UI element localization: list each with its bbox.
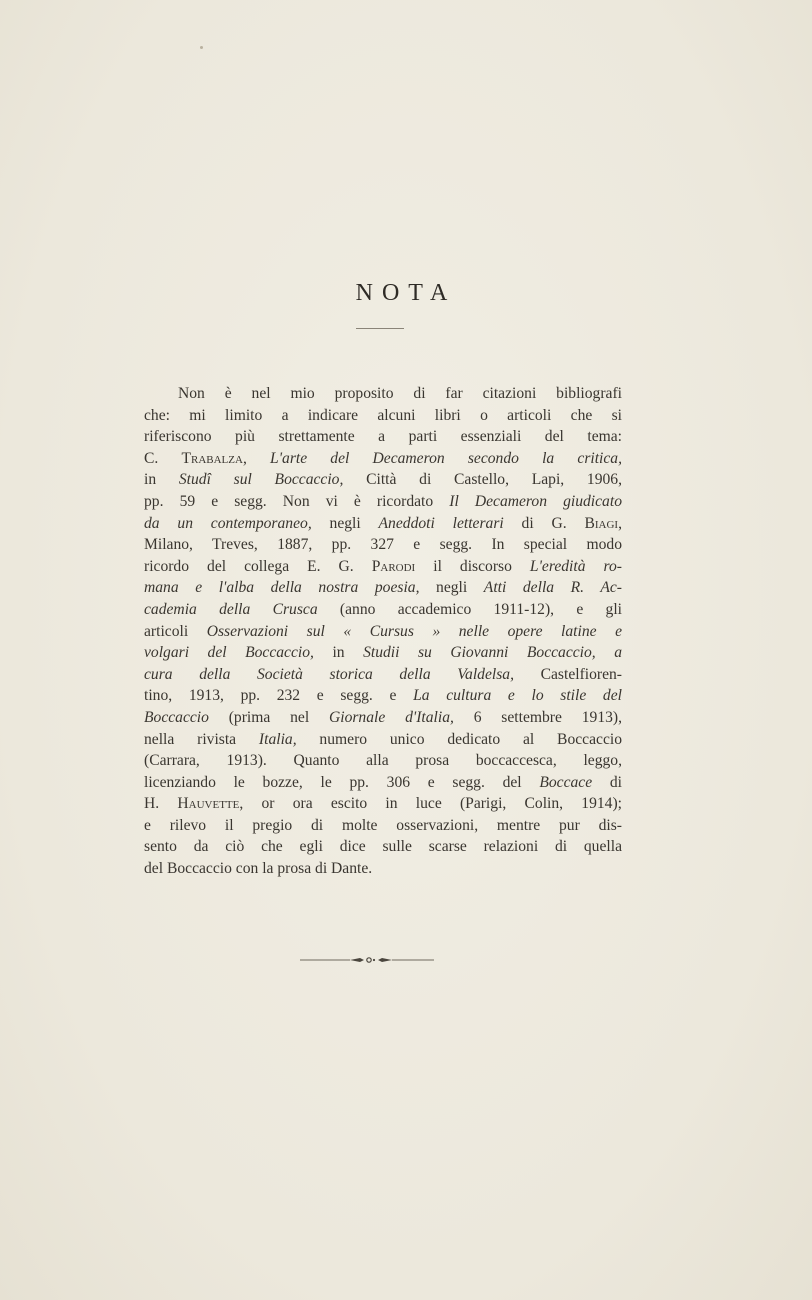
author-name: Trabalza bbox=[181, 449, 243, 467]
text-line bbox=[144, 513, 622, 535]
note-paragraph bbox=[144, 383, 622, 880]
text-run: Milano, Treves, 1887, pp. 327 e segg. In special modo bbox=[144, 536, 622, 554]
author-name: Parodi bbox=[371, 557, 416, 575]
text-run: il discorso bbox=[415, 557, 530, 575]
text-line bbox=[144, 556, 622, 578]
italic-text: L'eredità ro- bbox=[529, 557, 622, 575]
text-run: (Carrara, 1913). Quanto alla prosa boccaccesca, leggo, bbox=[144, 752, 622, 770]
closing-ornament bbox=[300, 954, 434, 966]
text-line bbox=[144, 772, 622, 794]
italic-text: cura della Società storica della Valdelsa, bbox=[144, 665, 514, 683]
text-run: in bbox=[313, 644, 364, 662]
text-line bbox=[144, 405, 622, 427]
text-run: 6 settembre 1913), bbox=[453, 708, 623, 726]
text-line bbox=[144, 534, 622, 556]
text-line bbox=[144, 426, 622, 448]
text-line bbox=[144, 448, 622, 470]
page-title: NOTA bbox=[355, 280, 457, 306]
italic-text: Aneddoti letterari bbox=[378, 514, 504, 532]
italic-text: volgari del Boccaccio, bbox=[144, 644, 314, 662]
text-run: che: mi limito a indicare alcuni libri o articoli che si bbox=[144, 406, 622, 424]
italic-text: Studii su Giovanni Boccaccio, a bbox=[363, 644, 622, 662]
text-run: pp. 59 e segg. Non vi è ricordato bbox=[144, 492, 450, 510]
text-run: Castelfioren- bbox=[513, 665, 623, 683]
text-line bbox=[144, 815, 622, 837]
italic-text: Giornale d'Italia, bbox=[328, 708, 454, 726]
text-line bbox=[144, 469, 622, 491]
text-line bbox=[144, 707, 622, 729]
italic-text: Osservazioni sul « Cursus » nelle opere latine e bbox=[206, 622, 623, 640]
text-run: e rilevo il pregio di molte osservazioni, mentre pur dis- bbox=[144, 816, 622, 834]
text-run: di G. bbox=[503, 514, 585, 532]
text-line bbox=[144, 836, 622, 858]
text-line bbox=[144, 642, 622, 664]
italic-text: Italia, bbox=[258, 730, 297, 748]
ink-speck bbox=[200, 46, 203, 49]
text-run: del Boccaccio con la prosa di Dante. bbox=[144, 860, 373, 878]
italic-text: da un contemporaneo, bbox=[144, 514, 312, 532]
text-run: ricordo del collega E. G. bbox=[144, 557, 372, 575]
text-line bbox=[144, 664, 622, 686]
text-run: sento da ciò che egli dice sulle scarse relazioni di quella bbox=[144, 838, 622, 856]
text-run: Non è nel mio proposito di far citazioni bibliografi bbox=[178, 385, 622, 402]
italic-text: Boccaccio bbox=[144, 708, 209, 726]
text-run: licenziando le bozze, le pp. 306 e segg. del bbox=[144, 773, 540, 791]
text-run: articoli bbox=[144, 622, 207, 640]
text-line bbox=[144, 621, 622, 643]
text-line bbox=[144, 685, 622, 707]
italic-text: Atti della R. Ac- bbox=[483, 579, 622, 597]
italic-text: Il Decameron giudicato bbox=[449, 492, 622, 510]
text-line bbox=[144, 750, 622, 772]
text-run: , bbox=[242, 449, 271, 467]
text-run: negli bbox=[419, 579, 484, 597]
text-run: C. bbox=[144, 449, 182, 467]
text-run: in bbox=[144, 471, 179, 489]
title-rule bbox=[356, 328, 404, 329]
text-line bbox=[144, 577, 622, 599]
text-run: (prima nel bbox=[208, 708, 329, 726]
text-run: numero unico dedicato al Boccaccio bbox=[296, 730, 622, 748]
italic-text: cademia della Crusca bbox=[144, 600, 318, 618]
text-run: Città di Castello, Lapi, 1906, bbox=[343, 471, 622, 489]
text-run: di bbox=[592, 773, 622, 791]
author-name: Hauvette bbox=[177, 795, 240, 813]
text-line bbox=[144, 793, 622, 815]
text-run: (anno accademico 1911-12), e gli bbox=[317, 600, 622, 618]
italic-text: La cultura e lo stile del bbox=[413, 687, 622, 705]
text-run: H. bbox=[144, 795, 178, 813]
italic-text: Studî sul Boccaccio, bbox=[178, 471, 344, 489]
text-run: tino, 1913, pp. 232 e segg. e bbox=[144, 687, 414, 705]
italic-text: L'arte del Decameron secondo la critica, bbox=[270, 449, 622, 467]
text-line bbox=[144, 383, 622, 405]
text-line bbox=[144, 599, 622, 621]
text-run: negli bbox=[311, 514, 379, 532]
text-line bbox=[144, 729, 622, 751]
text-line bbox=[144, 858, 622, 880]
text-run: nella rivista bbox=[144, 730, 259, 748]
author-name: Biagi bbox=[584, 514, 619, 532]
italic-text: mana e l'alba della nostra poesia, bbox=[144, 579, 420, 597]
text-line bbox=[144, 491, 622, 513]
text-run: , or ora escito in luce (Parigi, Colin, 1914); bbox=[239, 795, 623, 813]
text-run: , bbox=[618, 514, 623, 532]
italic-text: Boccace bbox=[539, 773, 593, 791]
text-run: riferiscono più strettamente a parti essenziali del tema: bbox=[144, 428, 622, 446]
